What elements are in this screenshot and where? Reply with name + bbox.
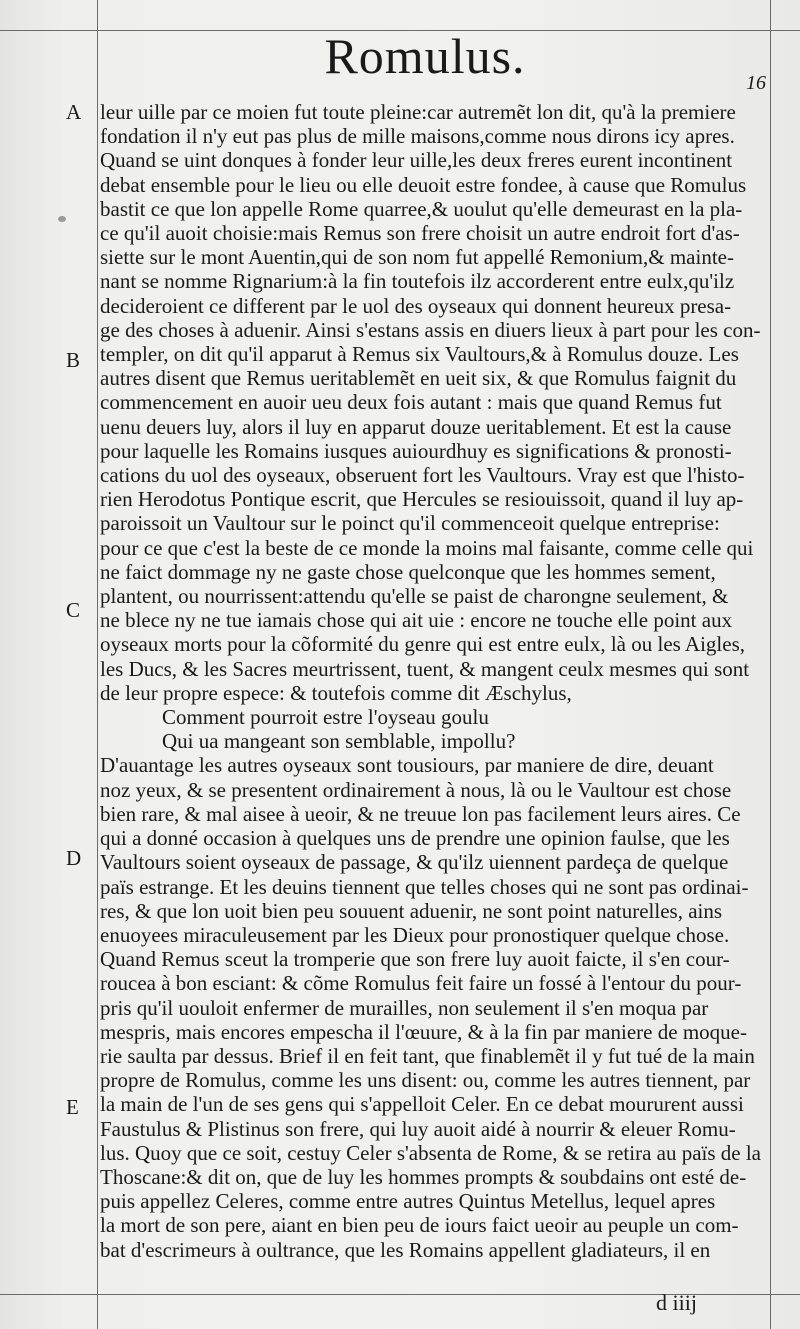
text-line: siette sur le mont Auentin,qui de son nom fut appellé Remonium,& mainte- [100,245,734,270]
text-line: templer, on dit qu'il apparut à Remus six Vaultours,& à Romulus douze. Les [100,342,739,367]
text-line: cations du uol des oyseaux, obseruent fort les Vaultours. Vray est que l'histo- [100,463,745,488]
text-line: D'auantage les autres oyseaux sont tousiours, par maniere de dire, deuant [100,753,714,778]
text-line: noz yeux, & se presentent ordinairement à nous, là ou le Vaultour est chose [100,777,732,802]
body-text [100,100,768,1262]
text-line: plantent, ou nourrissent:attendu qu'elle se paist de charongne seulement, & [100,584,729,609]
text-line: autres disent que Remus ueritablemẽt en ueit six, & que Romulus faignit du [100,366,737,391]
text-line: oyseaux morts pour la cõformité du genre qui est entre eulx, là ou les Aigles, [100,632,746,657]
text-line: leur uille par ce moien fut toute pleine:car autremẽt lon dit, qu'à la premiere [100,100,736,124]
text-line: bien rare, & mal aisee à ueoir, & ne treuue lon pas facilement leurs aires. Ce [100,801,741,826]
text-line: rien Herodotus Pontique escrit, que Hercules se resiouissoit, quand il luy ap- [100,487,744,512]
text-line: debat ensemble pour le lieu ou elle deuoit estre fondee, à cause que Romulus [100,172,747,197]
text-line: Faustulus & Plistinus son frere, qui luy auoit aidé à nourrir & eleuer Romu- [100,1116,736,1141]
text-line: païs estrange. Et les deuins tiennent que telles choses qui ne sont pas ordinai- [100,874,749,899]
text-line: roucea à bon esciant: & cõme Romulus feit faire un fossé à l'entour du pour- [100,971,742,996]
text-line: mespris, mais encores empescha il l'œuure, & à la fin par maniere de moque- [100,1019,747,1044]
text-line: les Ducs, & les Sacres meurtrissent, tuent, & mangent ceulx mesmes qui sont [100,656,750,681]
text-line: ge des choses à aduenir. Ainsi s'estans assis en diuers lieux à part pour les con- [100,317,761,342]
text-line: bat d'escrimeurs à oultrance, que les Romains appellent gladiateurs, il en [100,1237,711,1262]
verse-line: Comment pourroit estre l'oyseau goulu [162,705,489,730]
text-line: Quand se uint donques à fonder leur uille,les deux freres eurent incontinent [100,148,733,173]
text-line: pris qu'il uouloit enfermer de murailles, non seulement il s'en moqua par [100,995,709,1020]
margin-marker-a: A [66,100,82,124]
margin-marker-c: C [66,598,81,622]
right-margin-rule [770,0,771,1329]
text-line: decideroient ce different par le uol des oyseaux qui donnent heureux presa- [100,293,732,318]
folio-number: 16 [746,72,766,94]
text-line: Thoscane:& dit on, que de luy les hommes prompts & soubdains ont esté de- [100,1164,747,1189]
text-line: lus. Quoy que ce soit, cestuy Celer s'absenta de Rome, & se retira au païs de la [100,1140,762,1165]
text-line: ce qu'il auoit choisie:mais Remus son frere choisit un autre endroit fort d'as- [100,221,740,246]
ink-spot [58,216,66,222]
text-line: bastit ce que lon appelle Rome quarree,& uoulut qu'elle demeurast en la pla- [100,196,743,221]
text-line: ne blece ny ne tue iamais chose qui ait uie : encore ne touche elle point aux [100,608,733,633]
text-line: fondation il n'y eut pas plus de mille maisons,comme nous dirons icy apres. [100,124,735,149]
text-line: ne faict dommage ny ne gaste chose quelconque que les hommes sement, [100,559,716,584]
text-line: Vaultours soient oyseaux de passage, & qu'ilz uiennent pardeça de quelque [100,850,729,875]
text-line: enuoyees miraculeusement par les Dieux pour pronostiquer quelque chose. [100,922,730,947]
margin-marker-b: B [66,348,81,372]
text-line: paroissoit un Vaultour sur le poinct qu'il commenceoit quelque entreprise: [100,511,720,536]
verse-line: Qui ua mangeant son semblable, impollu? [162,729,516,754]
text-line: nant se nomme Rignarium:à la fin toutefois ilz accorderent entre eulx,qu'ilz [100,269,735,294]
text-line: commencement en auoir ueu deux fois autant : mais que quand Remus fut [100,390,722,415]
text-line: pour laquelle les Romains iusques auiourdhuy es significations & pronosti- [100,438,732,463]
left-margin-rule [97,0,98,1329]
text-line: la main de l'un de ses gens qui s'appelloit Celer. En ce debat moururent aussi [100,1092,744,1117]
text-line: puis appellez Celeres, comme entre autres Quintus Metellus, lequel apres [100,1189,716,1214]
text-line: Quand Remus sceut la tromperie que son frere luy auoit faicte, il s'en cour- [100,947,730,972]
text-line: res, & que lon uoit bien peu souuent aduenir, ne sont point naturelles, ains [100,898,723,923]
text-line: propre de Romulus, comme les uns disent: ou, comme les autres tiennent, par [100,1068,751,1093]
text-line: de leur propre espece: & toutefois comme dit Æschylus, [100,680,572,705]
text-line: pour ce que c'est la beste de ce monde la moins mal faisante, comme celle qui [100,535,754,560]
margin-marker-d: D [66,846,82,870]
margin-marker-e: E [66,1095,79,1119]
text-line: rie saulta par dessus. Brief il en feit tant, que finablemẽt il y fut tué de la main [100,1043,755,1068]
text-line: uenu deuers luy, alors il luy en apparut douze ueritablement. Et est la cause [100,414,732,439]
page-title: Romulus. [324,28,526,84]
text-line: qui a donné occasion à quelques uns de prendre une opinion faulse, que les [100,826,730,851]
text-line: la mort de son pere, aiant en bien peu de iours faict ueoir au peuple un com- [100,1213,739,1238]
signature-mark: d iiij [656,1290,697,1315]
